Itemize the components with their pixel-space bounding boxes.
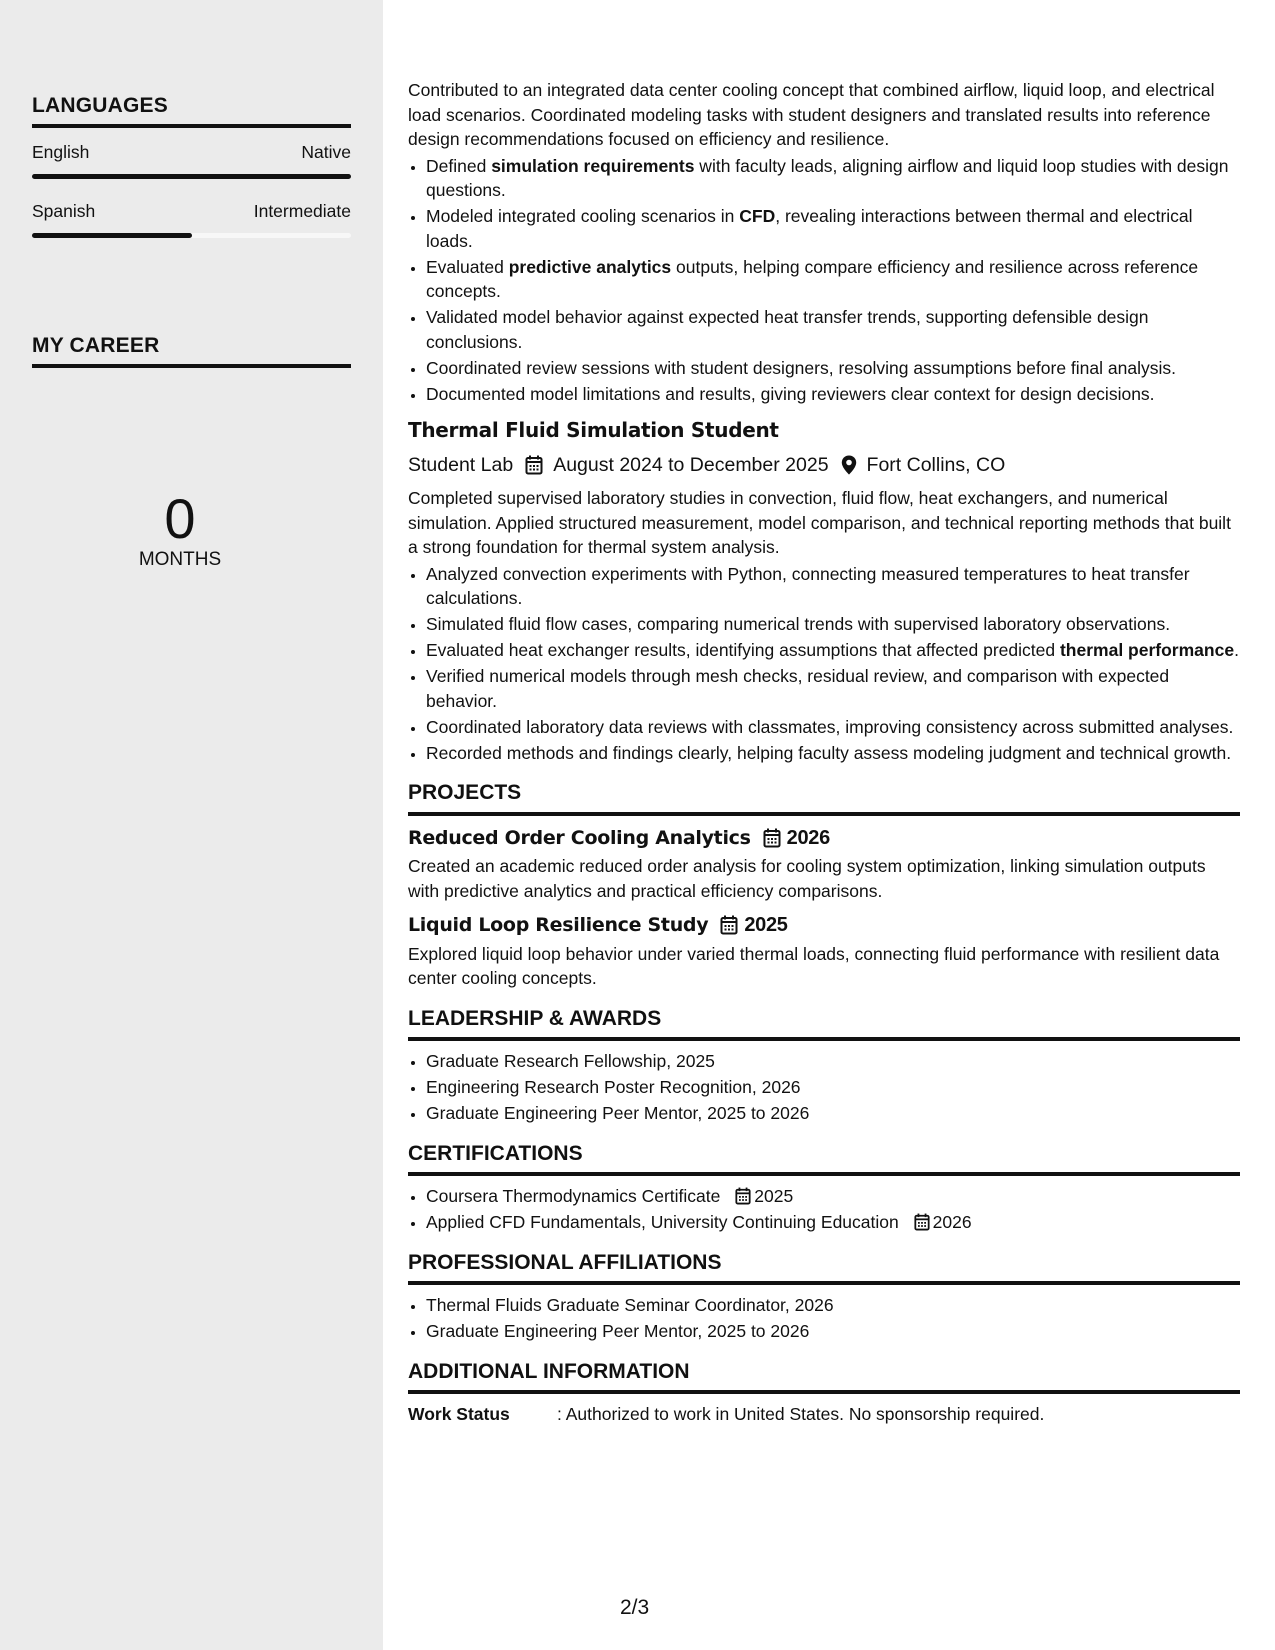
work-status-value: : Authorized to work in United States. No sponsorship required.	[557, 1404, 1045, 1424]
language-name: Spanish	[32, 201, 96, 221]
bullet-item: • Recorded methods and findings clearly, helping faculty assess modeling judgment and technical growth.	[426, 741, 1240, 766]
certifications-heading: CERTIFICATIONS	[408, 1142, 1240, 1177]
bullet-item: • Documented model limitations and results, giving reviewers clear context for design decisions.	[426, 382, 1240, 407]
project-year: 2025	[744, 914, 788, 936]
language-proficiency-fill	[32, 174, 351, 179]
bullet-item: • Validated model behavior against expected heat transfer trends, supporting defensible design conclusions.	[426, 305, 1240, 354]
project-title: Liquid Loop Resilience Study	[408, 914, 709, 936]
language-item	[32, 201, 351, 238]
bullet-item: • Modeled integrated cooling scenarios in CFD, revealing interactions between thermal and electrical loads.	[426, 204, 1240, 253]
language-level: Native	[301, 142, 351, 162]
projects-heading: PROJECTS	[408, 781, 1240, 816]
language-proficiency-bar	[32, 233, 351, 238]
bullet-item: • Analyzed convection experiments with Python, connecting measured temperatures to heat transfer calculations.	[426, 562, 1240, 611]
project-description: Explored liquid loop behavior under varied thermal loads, connecting fluid performance with resilient data center cooling concepts.	[408, 943, 1220, 988]
affiliation-item: • Thermal Fluids Graduate Seminar Coordinator, 2026	[426, 1293, 1240, 1318]
leadership-item: • Engineering Research Poster Recognition, 2026	[426, 1075, 1240, 1100]
leadership-list	[408, 1049, 1240, 1126]
certification-item	[426, 1210, 1240, 1235]
project-item	[408, 826, 1240, 904]
experience-bullets	[408, 154, 1240, 407]
project-description: Created an academic reduced order analysis for cooling system optimization, linking simulation outputs with predictive analytics and practical efficiency comparisons.	[408, 856, 1206, 901]
bullet-item: • Verified numerical models through mesh checks, residual review, and comparison with expected behavior.	[426, 664, 1240, 713]
affiliations-heading: PROFESSIONAL AFFILIATIONS	[408, 1251, 1240, 1286]
leadership-item: • Graduate Research Fellowship, 2025	[426, 1049, 1240, 1074]
language-proficiency-fill	[32, 233, 192, 238]
location-pin-icon	[841, 455, 857, 475]
certification-item	[426, 1184, 1240, 1209]
career-heading: MY CAREER	[32, 334, 351, 368]
certification-year: 2026	[932, 1212, 972, 1232]
main-content	[408, 78, 1240, 1427]
sidebar	[0, 0, 383, 1650]
affiliations-list	[408, 1293, 1240, 1344]
career-unit: MONTHS	[138, 549, 222, 570]
calendar-icon	[720, 915, 738, 935]
language-item	[32, 142, 351, 179]
calendar-icon	[914, 1213, 930, 1231]
bullet-item: • Defined simulation requirements with faculty leads, aligning airflow and liquid loop studies with design questions.	[426, 154, 1240, 203]
page-number: 2/3	[620, 1596, 650, 1619]
affiliation-item: • Graduate Engineering Peer Mentor, 2025 to 2026	[426, 1319, 1240, 1344]
project-item	[408, 913, 1240, 991]
language-name: English	[32, 142, 90, 162]
experience-summary: Completed supervised laboratory studies in convection, fluid flow, heat exchangers, and numerical simulation. Applied structured measurement, model comparison, and technical reporting methods that built a strong foundation for thermal system analysis.	[408, 488, 1231, 557]
leadership-item: • Graduate Engineering Peer Mentor, 2025 to 2026	[426, 1101, 1240, 1126]
additional-row	[408, 1402, 1240, 1427]
job-employer: Student Lab	[408, 453, 514, 476]
work-status-label: Work Status	[408, 1404, 510, 1424]
language-level: Intermediate	[253, 201, 351, 221]
calendar-icon	[735, 1187, 751, 1205]
bullet-item: • Coordinated laboratory data reviews with classmates, improving consistency across submitted analyses.	[426, 715, 1240, 740]
job-title: Thermal Fluid Simulation Student	[408, 418, 779, 442]
additional-heading: ADDITIONAL INFORMATION	[408, 1360, 1240, 1395]
bullet-item: • Coordinated review sessions with student designers, resolving assumptions before final analysis.	[426, 356, 1240, 381]
certification-name: Applied CFD Fundamentals, University Continuing Education	[426, 1212, 899, 1232]
job-dates: August 2024 to December 2025	[553, 453, 829, 476]
leadership-heading: LEADERSHIP & AWARDS	[408, 1007, 1240, 1042]
certifications-list	[408, 1184, 1240, 1235]
experience-bullets	[408, 562, 1240, 766]
career-summary	[0, 487, 360, 571]
bullet-item: • Evaluated heat exchanger results, identifying assumptions that affected predicted thermal performance.	[426, 638, 1240, 663]
bullet-item: • Simulated fluid flow cases, comparing numerical trends with supervised laboratory observations.	[426, 612, 1240, 637]
calendar-icon	[525, 455, 543, 475]
languages-section	[32, 94, 351, 238]
project-title: Reduced Order Cooling Analytics	[408, 826, 751, 849]
career-value: 0	[164, 487, 196, 550]
languages-heading: LANGUAGES	[32, 94, 351, 128]
project-year: 2026	[786, 826, 830, 849]
career-section	[32, 334, 351, 368]
job-meta	[408, 453, 1240, 478]
experience-summary: Contributed to an integrated data center cooling concept that combined airflow, liquid loop, and electrical load scenarios. Coordinated modeling tasks with student designers and translated results into reference design recommendations focused on efficiency and resilience.	[408, 80, 1215, 149]
certification-year: 2025	[754, 1186, 794, 1206]
bullet-item: • Evaluated predictive analytics outputs, helping compare efficiency and resilience across reference concepts.	[426, 255, 1240, 304]
language-proficiency-bar	[32, 174, 351, 179]
certification-name: Coursera Thermodynamics Certificate	[426, 1186, 721, 1206]
job-location: Fort Collins, CO	[866, 453, 1006, 476]
calendar-icon	[763, 828, 781, 848]
